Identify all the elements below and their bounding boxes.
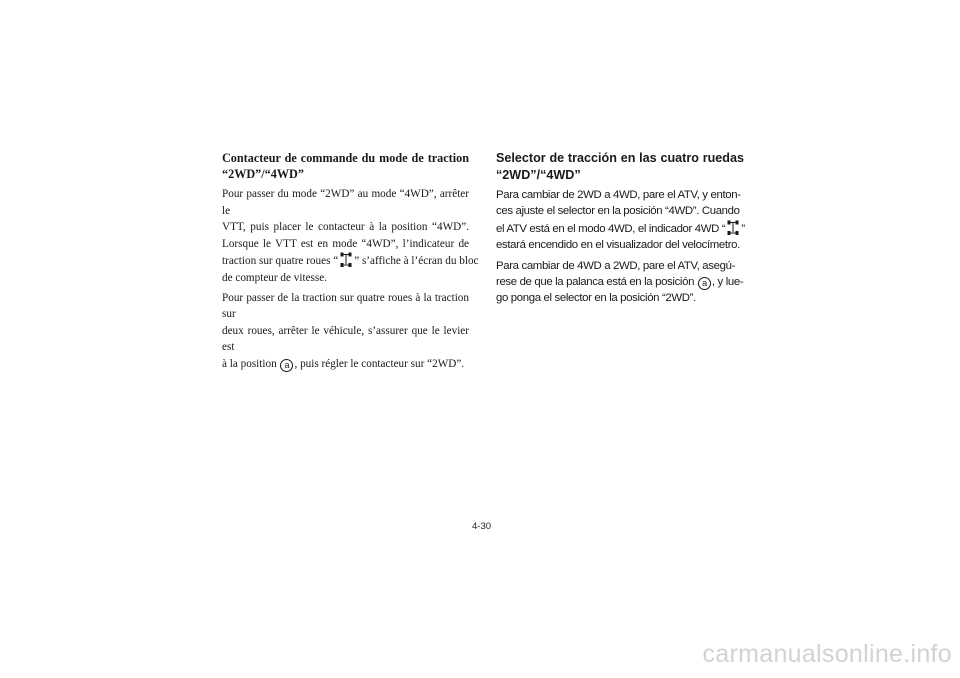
es-paragraph-2	[496, 258, 744, 307]
fr-p2-line3-start: à la position	[222, 357, 277, 370]
fr-p2-line3	[222, 356, 469, 373]
fr-title-line2: “2WD”/“4WD”	[222, 167, 304, 181]
es-p1-line3-start: el ATV está en el modo 4WD, el indicador 4WD “	[496, 222, 726, 235]
fr-p1-line2: VTT, puis placer le contacteur à la position “4WD”.	[222, 221, 469, 234]
fr-p1-line4	[222, 252, 479, 270]
french-column	[222, 150, 479, 376]
es-p1-line3-end: ”	[741, 222, 745, 235]
es-p1-line1: Para cambiar de 2WD a 4WD, pare el ATV, y enton-	[496, 189, 741, 201]
es-section-title	[496, 150, 744, 183]
position-a-marker: a	[280, 359, 293, 372]
page-number: 4-30	[472, 521, 492, 532]
es-p2-line1: Para cambiar de 4WD a 2WD, pare el ATV, asegú-	[496, 259, 736, 272]
es-p2-line3: go ponga el selector en la posición “2WD”.	[496, 292, 696, 305]
watermark: carmanualsonline.info	[702, 640, 952, 668]
fr-paragraph-1	[222, 186, 479, 287]
es-p1-line2: ces ajuste el selector en la posición “4WD”. Cuando	[496, 205, 740, 218]
fr-p1-line5: de compteur de vitesse.	[222, 271, 328, 284]
four-wheel-drive-icon	[340, 252, 352, 268]
fr-p2-line3-end: , puis régler le contacteur sur “2WD”.	[294, 357, 465, 370]
es-p2-line2	[496, 274, 744, 290]
four-wheel-drive-icon	[727, 220, 739, 236]
es-title-line2: “2WD”/“4WD”	[496, 167, 581, 182]
fr-p2-line2: deux roues, arrêter le véhicule, s’assurer que le levier est	[222, 324, 469, 354]
fr-p1-line1: Pour passer du mode “2WD” au mode “4WD”, arrêter le	[222, 188, 469, 217]
fr-p1-line3: Lorsque le VTT est en mode “4WD”, l’indicateur de	[222, 237, 469, 250]
es-p1-line4: estará encendido en el visualizador del velocímetro.	[496, 239, 740, 252]
spanish-column	[496, 150, 744, 311]
es-paragraph-1	[496, 187, 744, 254]
es-title-line1: Selector de tracción en las cuatro ruedas	[496, 151, 744, 165]
fr-p1-line4-start: traction sur quatre roues “	[222, 255, 339, 268]
fr-p2-line1: Pour passer de la traction sur quatre roues à la traction sur	[222, 291, 469, 321]
fr-paragraph-2	[222, 290, 469, 373]
fr-title-line1: Contacteur de commande du mode de traction	[222, 151, 469, 165]
fr-p1-line4-end: ” s’affiche à l’écran du bloc	[354, 255, 479, 268]
es-p1-line3	[496, 220, 744, 237]
es-p2-line2-end: , y lue-	[711, 276, 744, 289]
fr-section-title	[222, 150, 469, 182]
es-p2-line2-start: rese de que la palanca está en la posición	[496, 276, 695, 289]
position-a-marker: a	[698, 277, 711, 290]
